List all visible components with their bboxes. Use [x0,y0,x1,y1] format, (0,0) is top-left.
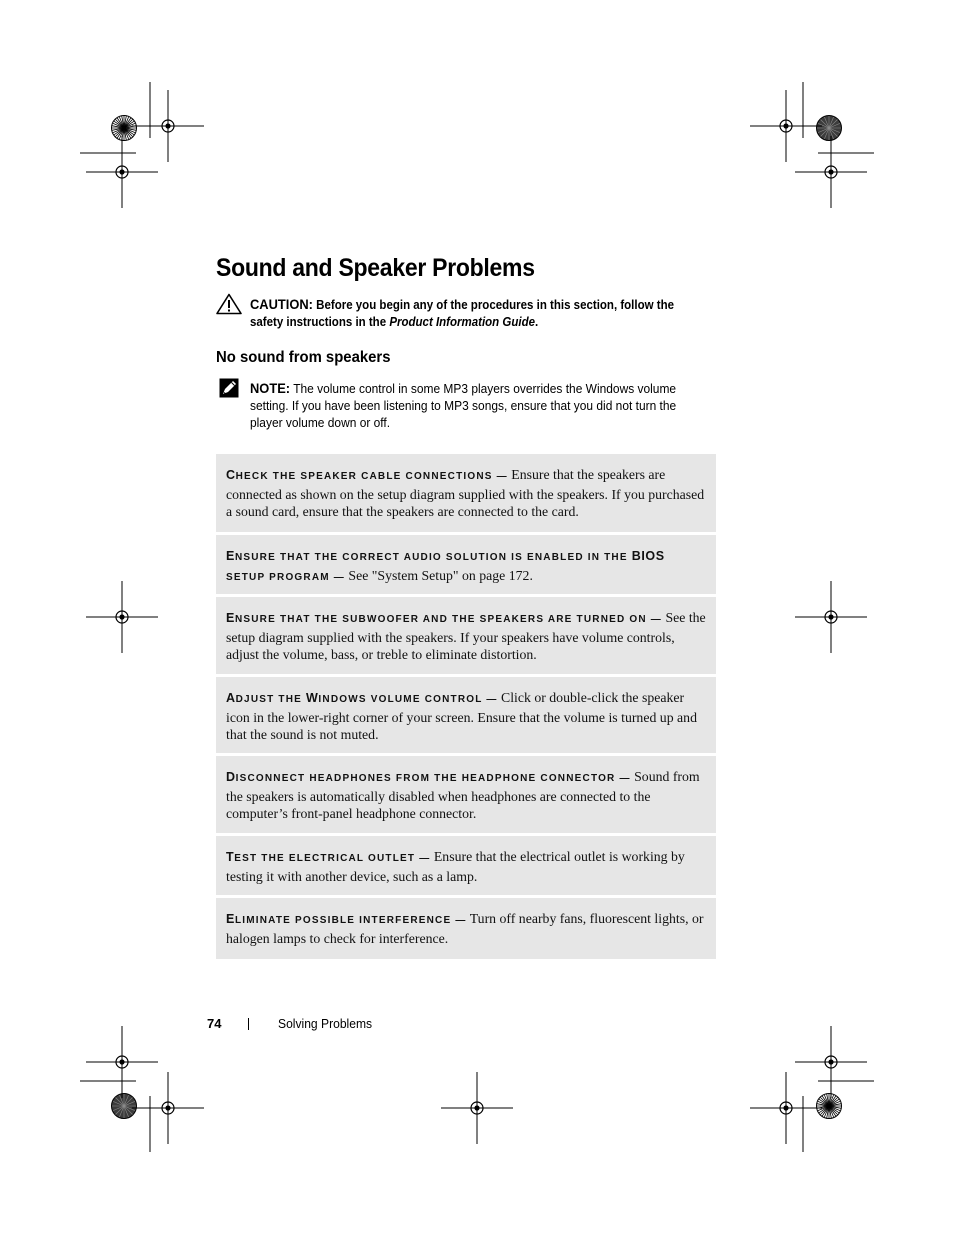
step-title-part: BIOS [631,549,665,563]
step-body: Turn off nearby fans, fluorescent lights, or halogen lamps to check for interference. [226,911,704,946]
warning-triangle-icon [216,293,242,315]
step-box [216,677,716,753]
step-title: TEST THE ELECTRICAL OUTLET — [226,850,431,864]
section-subheading: No sound from speakers [216,349,391,366]
step-body: Ensure that the electrical outlet is working by testing it with another device, such as a lamp. [226,849,685,884]
step-box [216,597,716,674]
step-body: See the setup diagram supplied with the speakers. If your speakers have volume controls, adjust the volume, bass, or treble to eliminate distortion. [226,610,706,662]
page-title: Sound and Speaker Problems [216,254,535,282]
step-body: Click or double-click the speaker icon in the lower-right corner of your screen. Ensure that the volume is turned up and that the sound is not muted. [226,690,697,742]
caution-text: Before you begin any of the procedures in this section, follow the safety instructions in the [250,298,674,329]
pencil-note-icon [219,378,239,398]
step-box [216,454,716,532]
step-title-part: SETUP PROGRAM — [226,571,345,583]
footer-divider [248,1018,249,1030]
step-box [216,836,716,895]
step-title: CHECK THE SPEAKER CABLE CONNECTIONS — [226,468,508,482]
step-box [216,756,716,833]
page-number: 74 [207,1016,222,1031]
note-text: The volume control in some MP3 players overrides the Windows volume setting. If you have been listening to MP3 songs, ensure that you did not turn the player volume down or off. [250,381,677,430]
step-title: ADJUST THE WINDOWS VOLUME CONTROL — [226,691,498,705]
step-title: ENSURE THAT THE SUBWOOFER AND THE SPEAKERS ARE TURNED ON — [226,611,662,625]
caution-notice [250,296,692,331]
step-box [216,535,716,594]
step-title: DISCONNECT HEADPHONES FROM THE HEADPHONE CONNECTOR — [226,770,631,784]
caution-text-end: . [534,315,539,329]
step-body: See "System Setup" on page 172. [348,567,533,583]
note-notice [250,380,701,431]
step-body: Ensure that the speakers are connected as shown on the setup diagram supplied with the speakers. If you purchased a sound card, ensure that the speakers are connected to the card. [226,467,705,519]
step-box [216,898,716,959]
step-body: Sound from the speakers is automatically disabled when headphones are connected to the computer’s front-panel headphone connector. [226,769,700,821]
footer-section-name: Solving Problems [278,1016,373,1031]
caution-label: CAUTION: [250,296,313,312]
step-title-part: ENSURE THAT THE CORRECT AUDIO SOLUTION IS ENABLED IN THE [226,549,628,563]
note-label: NOTE: [250,380,291,396]
guide-name: Product Information Guide [389,315,535,329]
step-title: ELIMINATE POSSIBLE INTERFERENCE — [226,912,467,926]
